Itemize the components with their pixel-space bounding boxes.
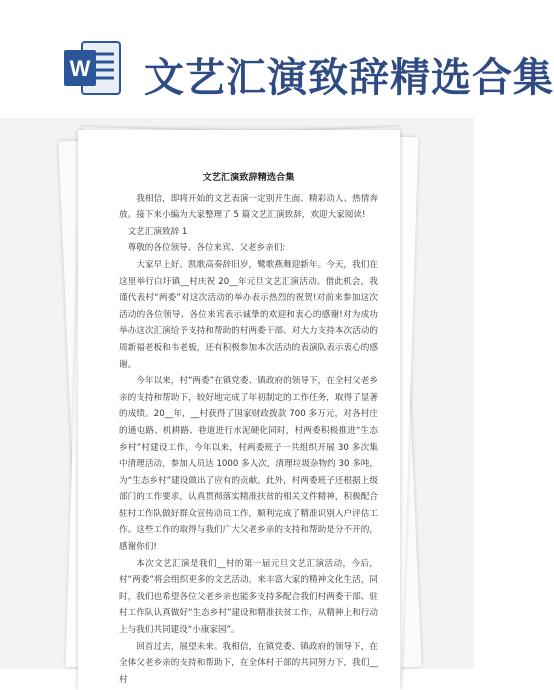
document-preview — [0, 118, 474, 685]
document-title: 文艺汇演致辞精选合集 — [202, 172, 295, 183]
word-document-icon — [62, 38, 122, 98]
banner — [0, 0, 554, 118]
document-page — [78, 130, 400, 690]
paragraph: 回首过去，展望未来。我相信，在镇党委、镇政府的领导下，在全体父老乡亲的支持和帮助下，在全体村干部的共同努力下，我们__村 — [119, 641, 378, 685]
paragraph: 我相信，即将开始的文艺表演一定别开生面、精彩动人、热情奔放。接下来小编为大家整理了 5 篇文艺汇演致辞，欢迎大家阅读! — [119, 193, 378, 221]
section-heading: 文艺汇演致辞 1 — [127, 226, 188, 237]
paragraph: 今年以来，村“两委”在镇党委、镇政府的领导下，在全村父老乡亲的支持和帮助下，较好地完成了年初制定的工作任务，取得了显著的成绩。20__年，__村获得了国家财政拨款 700 多万元，对各村庄的通屯路、机耕路、巷道进行水泥硬化同时，村两委积极推进“生态乡村”村建设工作，今年以来，村两委班子一共组织开展 30 多次集中清理活动，参加人员达 1000 多人次，清理垃圾杂物约 30 多吨，为“生态乡村”建设做出了应有的贡献。此外，村两委班子还根据上级部门的工作要求，认真贯彻落实精准扶贫的相关文件精神，积极配合驻村工作队做好群众宣传动员工作，顺利完成了精准识别入户评估工作。这些工作的取得与我们广大父老乡亲的支持和帮助是分不开的，感谢你们! — [119, 376, 378, 553]
paragraph: 大家早上好。凯歌高奏辞旧岁，鹭歌燕舞迎新年。今天，我们在这里举行白圩镇__村庆祝 20__年元旦文艺汇演活动。借此机会，我谨代表村“两委”对这次活动的举办表示热烈的祝贺!对前来参加这次活动的各位领导、各位来宾表示诚挚的欢迎和衷心的感谢!对为成功举办这次汇演给予支持和帮助的村两委干部、对大力支持本次活动的周新福老板和韦老板，还有积极参加本次活动的表演队表示衷心的感谢。 — [119, 259, 378, 370]
svg-text:W: W — [69, 56, 91, 81]
salutation: 尊敬的各位领导、各位来宾、父老乡亲们: — [127, 243, 286, 254]
paragraph: 本次文艺汇演是我们__村的第一届元旦文艺汇演活动，今后，村“两委”将会组织更多的文艺活动，来丰富大家的精神文化生活，同时，我们也希望各位父老乡亲也能多支持多配合我们村两委干部、驻村工作队认真做好“生态乡村”建设和精准扶贫工作，从精神上和行动上与我们共同建设“小康家园”。 — [119, 558, 378, 636]
document-body — [119, 170, 378, 688]
banner-title: 文艺汇演致辞精选合集 — [144, 55, 554, 101]
